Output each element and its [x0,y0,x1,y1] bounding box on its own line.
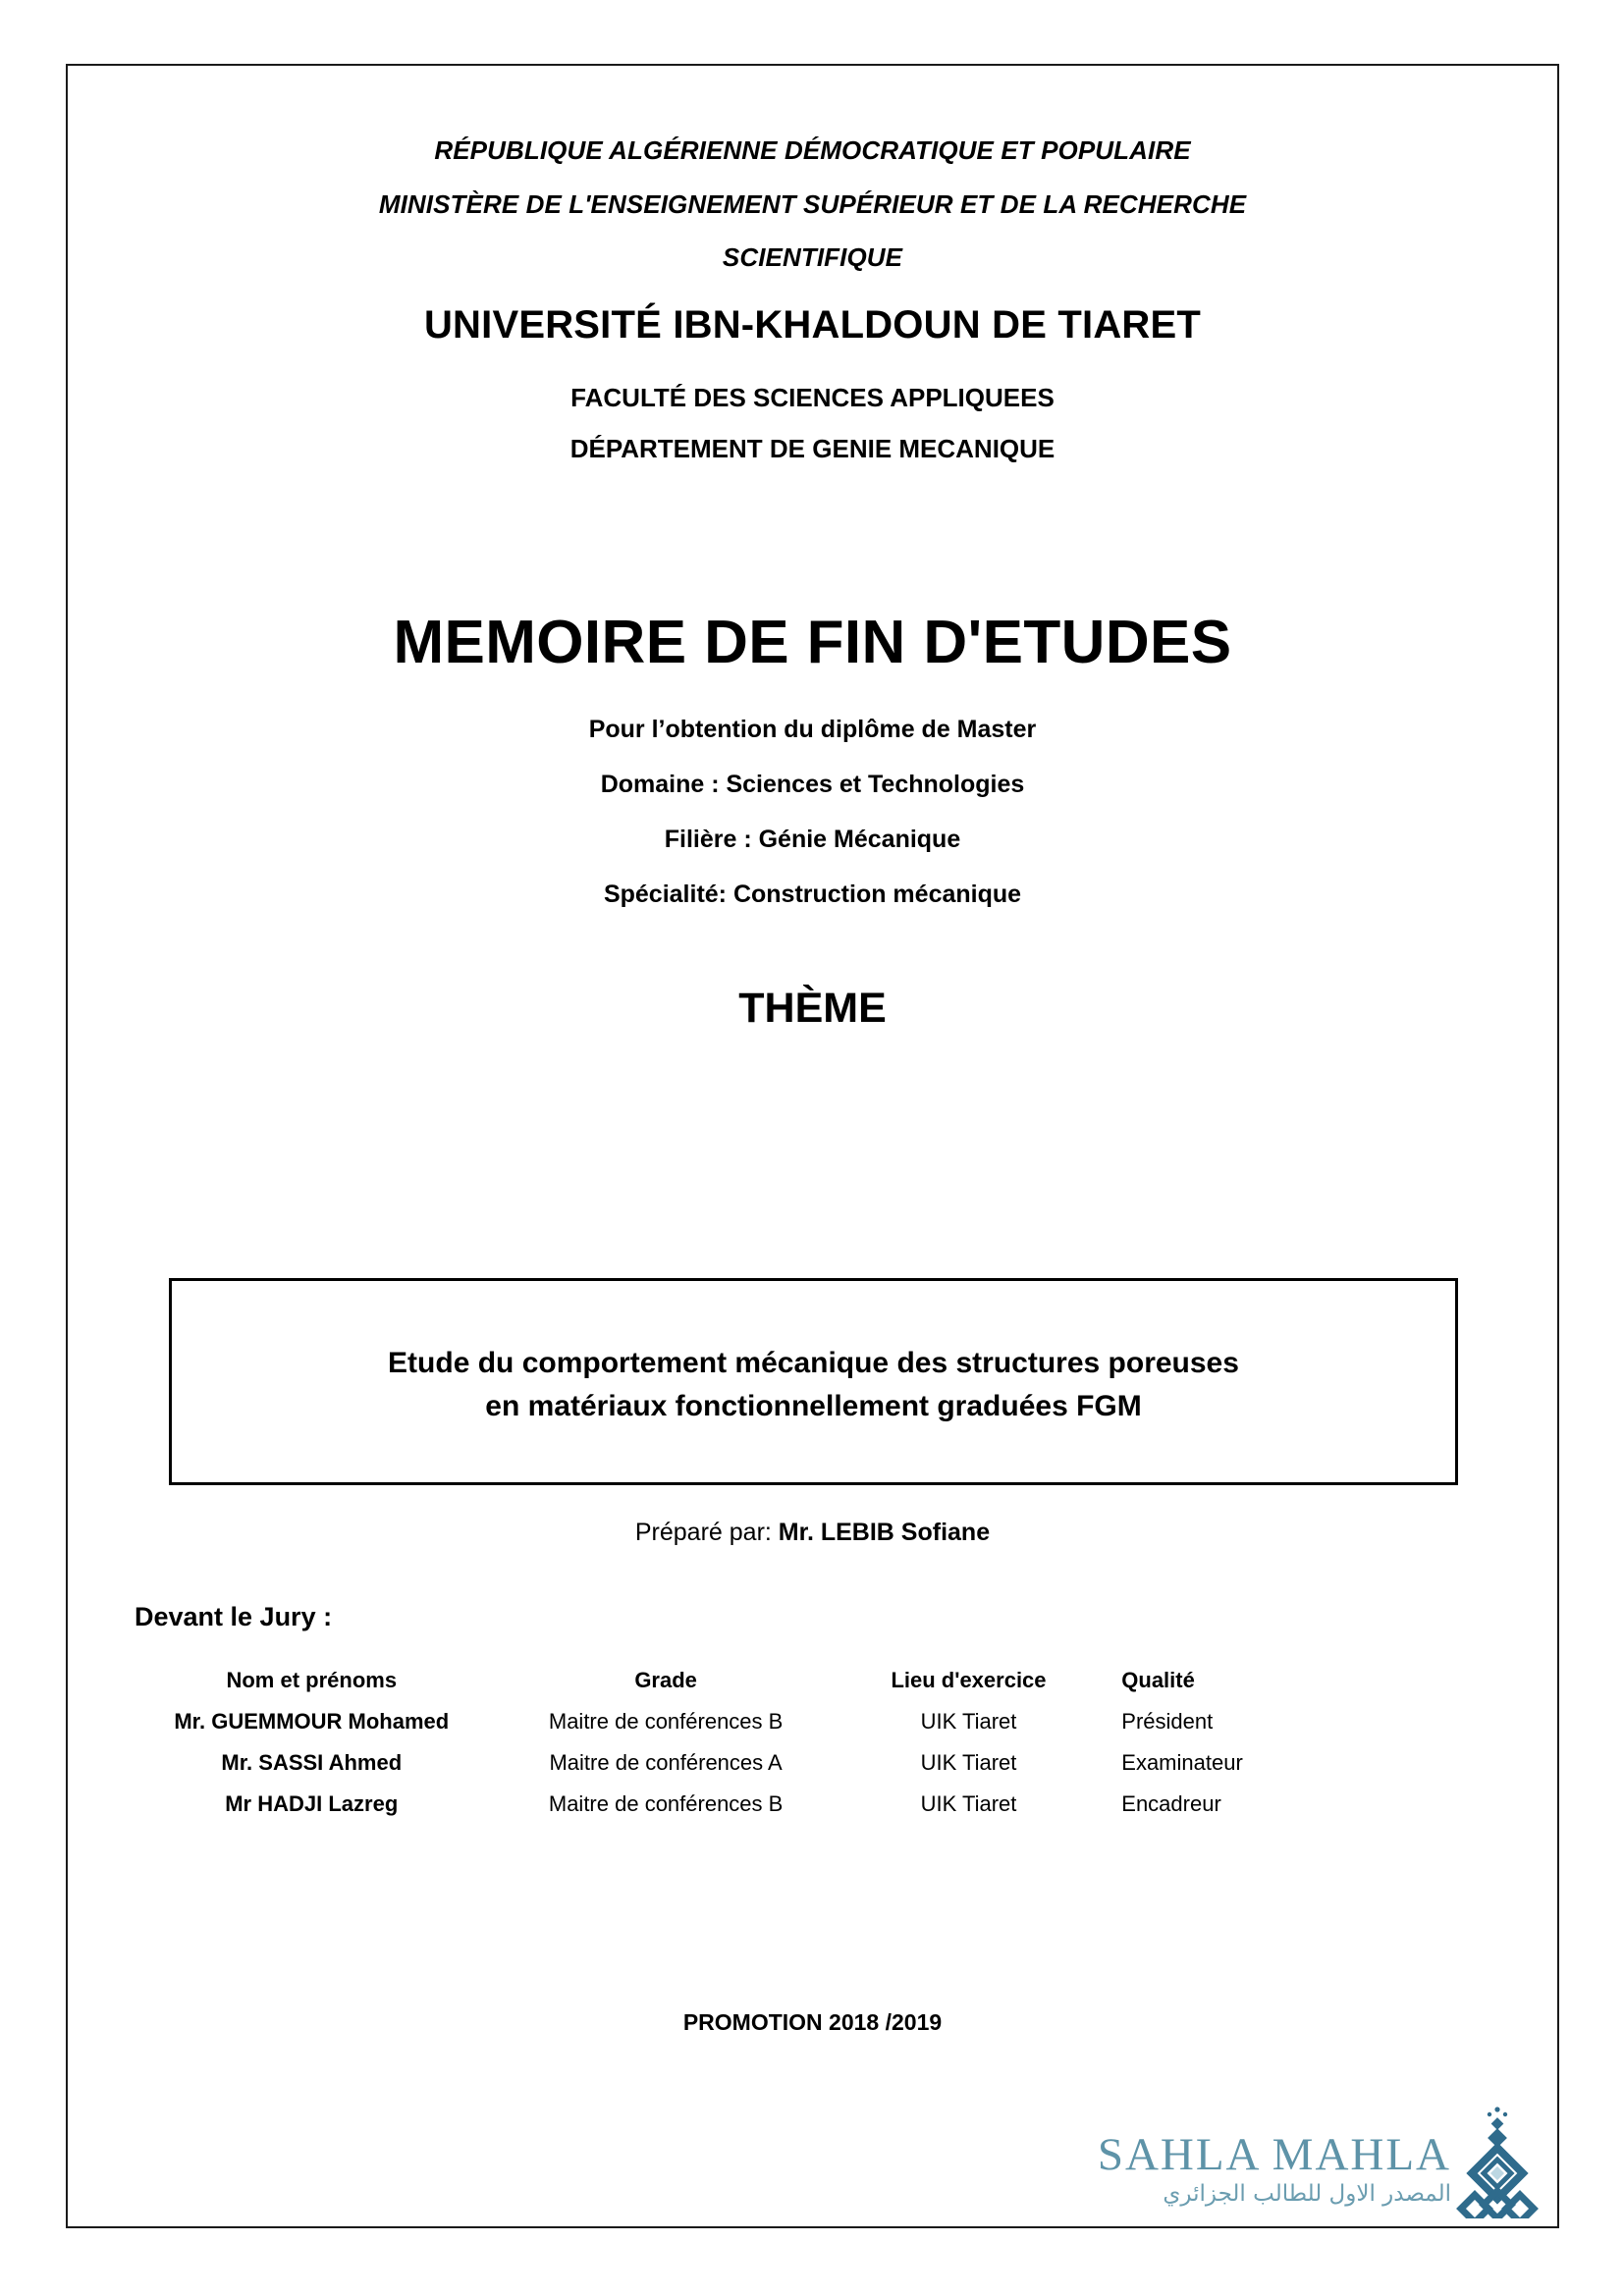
jury-heading: Devant le Jury : [135,1602,333,1631]
jury-member-name: Mr. GUEMMOUR Mohamed [174,1708,450,1734]
watermark-text-block [1097,2129,1451,2218]
table-row [125,1779,1431,1820]
jury-table-header-row [125,1664,1431,1696]
theme-heading: THÈME [738,985,887,1032]
jury-member-place: UIK Tiaret [920,1790,1017,1816]
jury-member-grade: Maitre de conférences B [548,1708,784,1734]
faculty-name: FACULTÉ DES SCIENCES APPLIQUEES [570,383,1055,412]
jury-column-header-role: Qualité [1121,1667,1195,1692]
document-title: MEMOIRE DE FIN D'ETUDES [393,609,1232,676]
degree-domain-line: Domaine : Sciences et Technologies [600,771,1025,798]
jury-member-role: Examinateur [1121,1749,1243,1775]
jury-member-place: UIK Tiaret [920,1708,1017,1734]
jury-member-grade: Maitre de conférences B [548,1790,784,1816]
jury-column-header-place: Lieu d'exercice [891,1667,1047,1692]
page-content [68,66,1557,2226]
jury-member-place: UIK Tiaret [920,1749,1017,1775]
theme-text [172,1342,1455,1427]
jury-member-name: Mr HADJI Lazreg [225,1790,399,1816]
sahla-mahla-watermark [1098,2105,1540,2218]
watermark-subtitle: المصدر الاول للطالب الجزائري [1163,2181,1451,2208]
jury-member-role: Encadreur [1121,1790,1221,1816]
degree-specialite-line: Spécialité: Construction mécanique [603,881,1022,908]
theme-text-line-2: en matériaux fonctionnellement graduées FGM [485,1389,1142,1422]
jury-column-header-grade: Grade [634,1667,697,1692]
diamond-ornament-icon [1455,2105,1540,2218]
jury-column-header-name: Nom et prénoms [226,1667,398,1692]
university-name: UNIVERSITÉ IBN-KHALDOUN DE TIARET [423,303,1202,347]
prepared-by-row [68,1519,1557,1547]
prepared-by-author: Mr. LEBIB Sofiane [778,1519,991,1546]
theme-box [169,1278,1458,1485]
table-row [125,1737,1431,1779]
header-scientific-line: SCIENTIFIQUE [722,242,903,272]
jury-member-grade: Maitre de conférences A [549,1749,783,1775]
prepared-by-label: Préparé par: [634,1519,772,1546]
page-border [66,64,1559,2228]
theme-text-line-1: Etude du comportement mécanique des structures poreuses [388,1347,1239,1379]
jury-table [125,1664,1431,1820]
degree-purpose-line: Pour l’obtention du diplôme de Master [588,716,1037,743]
degree-filiere-line: Filière : Génie Mécanique [664,826,961,853]
header-ministry-line: MINISTÈRE DE L'ENSEIGNEMENT SUPÉRIEUR ET DE LA RECHERCHE [378,189,1247,219]
watermark-title: SAHLA MAHLA [1097,2129,1451,2181]
promotion-year: PROMOTION 2018 /2019 [682,2009,943,2035]
jury-member-name: Mr. SASSI Ahmed [221,1749,403,1775]
jury-member-role: Président [1121,1708,1214,1734]
department-name: DÉPARTEMENT DE GENIE MECANIQUE [569,434,1056,463]
table-row [125,1696,1431,1737]
header-republic-line: RÉPUBLIQUE ALGÉRIENNE DÉMOCRATIQUE ET POPULAIRE [434,135,1191,165]
